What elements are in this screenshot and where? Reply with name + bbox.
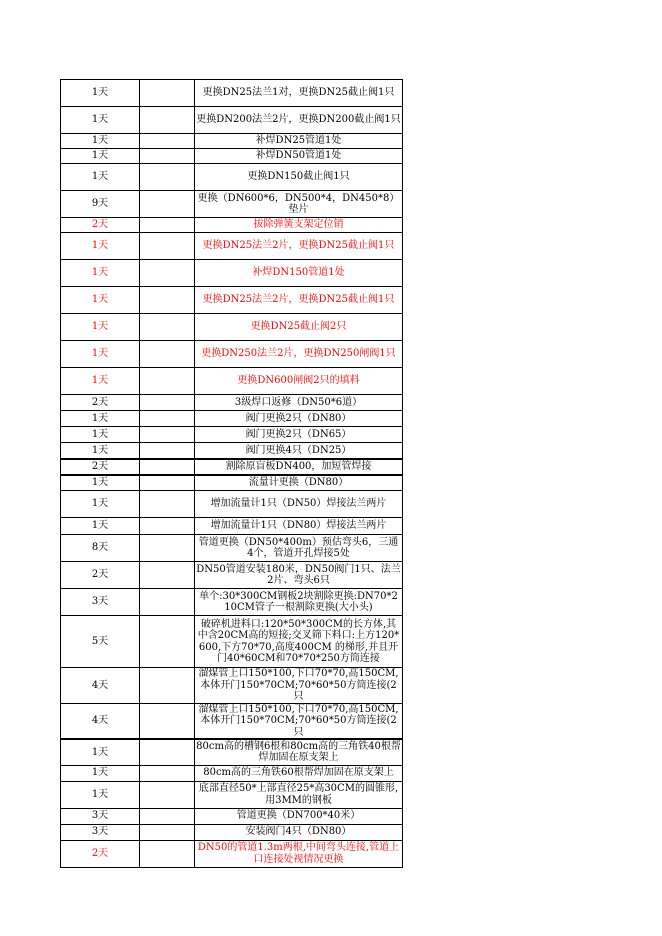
duration-cell[interactable]: 3天 [61, 824, 140, 840]
duration-cell[interactable]: 2天 [61, 459, 140, 475]
table-row [61, 191, 403, 218]
duration-cell[interactable]: 1天 [61, 164, 140, 191]
empty-cell[interactable] [140, 368, 195, 395]
description-cell[interactable]: 割除原盲板DN400，加短管焊接 [195, 459, 403, 475]
description-cell[interactable]: 更换DN25法兰2片，更换DN25截止阀1只 [195, 287, 403, 314]
description-cell[interactable]: 更换DN250法兰2片，更换DN250闸阀1只 [195, 341, 403, 368]
description-cell[interactable]: 补焊DN25管道1处 [195, 134, 403, 149]
duration-cell[interactable]: 1天 [61, 739, 140, 765]
empty-cell[interactable] [140, 518, 195, 535]
empty-cell[interactable] [140, 427, 195, 443]
duration-cell[interactable]: 3天 [61, 589, 140, 616]
description-cell[interactable]: 更换DN25法兰2片，更换DN25截止阀1只 [195, 233, 403, 260]
description-cell[interactable]: 80cm高的三角铁60根帮焊加固在原支架上 [195, 765, 403, 781]
table-row [61, 233, 403, 260]
duration-cell[interactable]: 3天 [61, 808, 140, 824]
table-row [61, 703, 403, 739]
duration-cell[interactable]: 1天 [61, 260, 140, 287]
table-row [61, 80, 403, 107]
duration-cell[interactable]: 9天 [61, 191, 140, 218]
table-row [61, 395, 403, 411]
table-row [61, 459, 403, 475]
description-cell[interactable]: 3级焊口返修（DN50*6道） [195, 395, 403, 411]
duration-cell[interactable]: 1天 [61, 149, 140, 164]
table-row [61, 668, 403, 704]
empty-cell[interactable] [140, 80, 195, 107]
table-row [61, 475, 403, 491]
duration-cell[interactable]: 4天 [61, 703, 140, 739]
duration-cell[interactable]: 1天 [61, 443, 140, 459]
empty-cell[interactable] [140, 233, 195, 260]
description-cell[interactable]: DN50的管道1.3m两根,中间弯头连接,管道上口连接处视情况更换 [195, 840, 403, 867]
duration-cell[interactable]: 2天 [61, 562, 140, 589]
description-cell[interactable]: 补焊DN50管道1处 [195, 149, 403, 164]
duration-cell[interactable]: 2天 [61, 218, 140, 233]
empty-cell[interactable] [140, 562, 195, 589]
empty-cell[interactable] [140, 781, 195, 808]
table-row [61, 535, 403, 562]
duration-cell[interactable]: 1天 [61, 765, 140, 781]
table-row [61, 314, 403, 341]
table-row [61, 781, 403, 808]
empty-cell[interactable] [140, 703, 195, 739]
description-cell[interactable]: 增加流量计1只（DN50）焊接法兰两片 [195, 491, 403, 518]
empty-cell[interactable] [140, 107, 195, 134]
table-row [61, 616, 403, 668]
duration-cell[interactable]: 5天 [61, 616, 140, 668]
description-cell[interactable]: 增加流量计1只（DN80）焊接法兰两片 [195, 518, 403, 535]
table-row [61, 824, 403, 840]
description-cell[interactable]: DN50管道安装180米，DN50阀门1只、法兰2片、弯头6只 [195, 562, 403, 589]
description-cell[interactable]: 溜煤管上口150*100,下口70*70,高150CM,本体开门150*70CM;70*60*50方筒连接(2只 [195, 703, 403, 739]
description-cell[interactable]: 补焊DN150管道1处 [195, 260, 403, 287]
duration-cell[interactable]: 1天 [61, 427, 140, 443]
description-cell[interactable]: 单个:30*300CM钢板2块割除更换:DN70*210CM管子一根割除更换(大小头) [195, 589, 403, 616]
empty-cell[interactable] [140, 149, 195, 164]
empty-cell[interactable] [140, 443, 195, 459]
description-cell[interactable]: 安装阀门4只（DN80） [195, 824, 403, 840]
description-cell[interactable]: 更换DN25法兰1对，更换DN25截止阀1只 [195, 80, 403, 107]
duration-cell[interactable]: 1天 [61, 341, 140, 368]
empty-cell[interactable] [140, 765, 195, 781]
duration-cell[interactable]: 1天 [61, 80, 140, 107]
table-row [61, 287, 403, 314]
description-cell[interactable]: 更换DN150截止阀1只 [195, 164, 403, 191]
empty-cell[interactable] [140, 840, 195, 867]
empty-cell[interactable] [140, 411, 195, 427]
table-row [61, 411, 403, 427]
table-row [61, 739, 403, 765]
table-row [61, 491, 403, 518]
table-row [61, 589, 403, 616]
duration-cell[interactable]: 1天 [61, 107, 140, 134]
empty-cell[interactable] [140, 218, 195, 233]
table-row [61, 164, 403, 191]
table-row [61, 443, 403, 459]
empty-cell[interactable] [140, 475, 195, 491]
table-row [61, 518, 403, 535]
duration-cell[interactable]: 1天 [61, 475, 140, 491]
empty-cell[interactable] [140, 164, 195, 191]
empty-cell[interactable] [140, 739, 195, 765]
table-row [61, 765, 403, 781]
empty-cell[interactable] [140, 314, 195, 341]
description-cell[interactable]: 阀门更换2只（DN80） [195, 411, 403, 427]
description-cell[interactable]: 更换（DN600*6，DN500*4，DN450*8）垫片 [195, 191, 403, 218]
duration-cell[interactable]: 1天 [61, 368, 140, 395]
table-row [61, 134, 403, 149]
table-row [61, 427, 403, 443]
duration-cell[interactable]: 1天 [61, 491, 140, 518]
description-cell[interactable]: 更换DN25截止阀2只 [195, 314, 403, 341]
description-cell[interactable]: 更换DN200法兰2片，更换DN200截止阀1只 [195, 107, 403, 134]
work-table [60, 79, 403, 868]
empty-cell[interactable] [140, 341, 195, 368]
description-cell[interactable]: 管道更换（DN50*400m）预估弯头6，三通4个，管道开孔焊接5处 [195, 535, 403, 562]
table-row [61, 840, 403, 867]
description-cell[interactable]: 80cm高的槽钢6根和80cm高的三角铁40根帮焊加固在原支架上 [196, 740, 401, 764]
empty-cell[interactable] [140, 491, 195, 518]
table-row [61, 218, 403, 233]
description-cell[interactable]: 流量计更换（DN80） [195, 475, 403, 491]
duration-cell[interactable]: 2天 [61, 840, 140, 867]
duration-cell[interactable]: 1天 [61, 781, 140, 808]
table-row [61, 368, 403, 395]
empty-cell[interactable] [140, 535, 195, 562]
table-row [61, 149, 403, 164]
table-row [61, 107, 403, 134]
empty-cell[interactable] [140, 589, 195, 616]
description-cell[interactable]: 阀门更换2只（DN65） [195, 427, 403, 443]
description-cell[interactable]: 阀门更换4只（DN25） [195, 443, 403, 459]
empty-cell[interactable] [140, 260, 195, 287]
empty-cell[interactable] [140, 616, 195, 668]
duration-cell[interactable]: 1天 [61, 314, 140, 341]
empty-cell[interactable] [140, 287, 195, 314]
description-cell[interactable]: 拔除弹簧支架定位销 [195, 218, 403, 233]
description-cell[interactable]: 更换DN600闸阀2只的填料 [195, 368, 403, 395]
empty-cell[interactable] [140, 459, 195, 475]
description-cell[interactable]: 底部直径50*上部直径25*高30CM的圆锥形,用3MM的钢板 [195, 781, 403, 808]
empty-cell[interactable] [140, 395, 195, 411]
table-row [61, 808, 403, 824]
duration-cell[interactable]: 1天 [61, 233, 140, 260]
duration-cell[interactable]: 1天 [61, 411, 140, 427]
empty-cell[interactable] [140, 808, 195, 824]
empty-cell[interactable] [140, 668, 195, 704]
duration-cell[interactable]: 4天 [61, 668, 140, 704]
empty-cell[interactable] [140, 191, 195, 218]
table-row [61, 341, 403, 368]
description-cell[interactable]: 破碎机进料口:120*50*300CM的长方体,其中含20CM高的短接;交叉筛下料口:上方120*600,下方70*70,高度400CM 的梯形,并且开门40*60CM和70*70*250方筒连接 [195, 616, 403, 668]
empty-cell[interactable] [140, 134, 195, 149]
duration-cell[interactable]: 1天 [61, 287, 140, 314]
duration-cell[interactable]: 1天 [61, 518, 140, 535]
duration-cell[interactable]: 1天 [61, 134, 140, 149]
table-row [61, 562, 403, 589]
empty-cell[interactable] [140, 824, 195, 840]
duration-cell[interactable]: 8天 [61, 535, 140, 562]
duration-cell[interactable]: 2天 [61, 395, 140, 411]
table-row [61, 260, 403, 287]
description-cell[interactable]: 溜煤管上口150*100,下口70*70,高150CM,本体开门150*70CM;70*60*50方筒连接(2只 [195, 668, 403, 704]
description-cell[interactable]: 管道更换（DN700*40米） [195, 808, 403, 824]
